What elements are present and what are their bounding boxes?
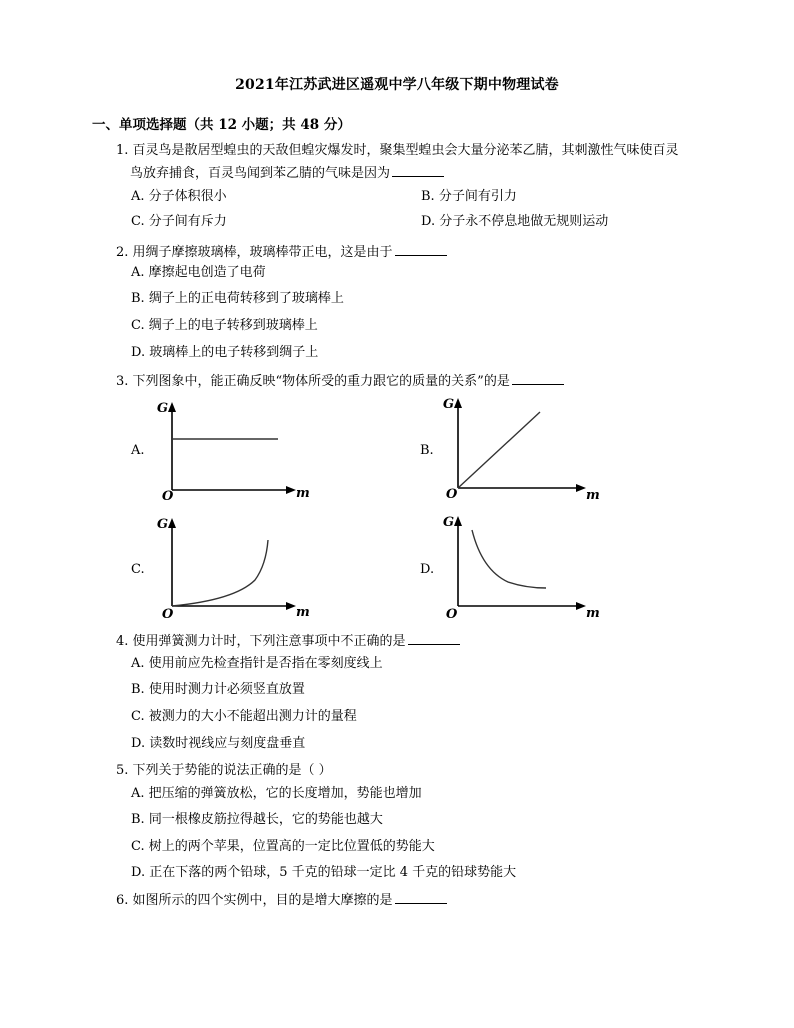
- q3-graph-c: [150, 510, 310, 622]
- q3-option-b-label: B.: [420, 443, 434, 458]
- section-heading: 一、单项选择题（共 12 小题；共 48 分）: [92, 117, 351, 133]
- origin-label: O: [162, 607, 174, 622]
- q1-option-a: A. 分子体积很小: [131, 189, 227, 204]
- origin-label: O: [446, 607, 458, 622]
- q5-option-b: B. 同一根橡皮筋拉得越长，它的势能也越大: [131, 812, 383, 827]
- q2-option-a: A. 摩擦起电创造了电荷: [131, 265, 266, 280]
- axis-label-m: m: [296, 486, 310, 501]
- q2-stem: 2. 用绸子摩擦玻璃棒，玻璃棒带正电，这是由于: [116, 243, 447, 262]
- q4-stem: 4. 使用弹簧测力计时，下列注意事项中不正确的是: [116, 632, 460, 651]
- q2-option-c: C. 绸子上的电子转移到玻璃棒上: [131, 318, 318, 333]
- answer-blank: [395, 243, 447, 256]
- q3-stem: 3. 下列图象中，能正确反映“物体所受的重力跟它的质量的关系”的是: [116, 372, 564, 391]
- q4-option-b: B. 使用时测力计必须竖直放置: [131, 682, 305, 697]
- q1-stem-line1: 1. 百灵鸟是散居型蝗虫的天敌但蝗灾爆发时，聚集型蝗虫会大量分泌苯乙腈，其刺激性气味使百灵: [116, 143, 679, 158]
- answer-blank: [512, 372, 564, 385]
- curve-c: [172, 540, 268, 606]
- axis-label-g: G: [157, 401, 169, 416]
- q3-option-a-label: A.: [131, 443, 145, 458]
- answer-blank: [408, 632, 460, 645]
- q2-option-b: B. 绸子上的正电荷转移到了玻璃棒上: [131, 291, 344, 306]
- curve-d: [472, 530, 546, 588]
- q1-option-d: D. 分子永不停息地做无规则运动: [421, 214, 609, 229]
- q1-option-c: C. 分子间有斥力: [131, 214, 227, 229]
- q3-graph-a: [150, 396, 310, 504]
- q6-stem: 6. 如图所示的四个实例中，目的是增大摩擦的是: [116, 891, 447, 910]
- q2-option-d: D. 玻璃棒上的电子转移到绸子上: [131, 345, 319, 360]
- answer-blank: [395, 891, 447, 904]
- q3-graph-b: [434, 392, 604, 504]
- axis-label-g: G: [443, 397, 455, 412]
- q3-graph-d: [434, 508, 604, 624]
- curve-b: [458, 412, 540, 488]
- q1-option-b: B. 分子间有引力: [421, 189, 517, 204]
- q5-stem: 5. 下列关于势能的说法正确的是（ ）: [116, 763, 332, 778]
- q5-option-d: D. 正在下落的两个铅球，5 千克的铅球一定比 4 千克的铅球势能大: [131, 865, 517, 880]
- q1-stem-line2: 鸟放弃捕食，百灵鸟闻到苯乙腈的气味是因为: [130, 164, 444, 183]
- axis-label-m: m: [586, 488, 600, 503]
- q3-option-d-label: D.: [420, 562, 435, 577]
- origin-label: O: [446, 487, 458, 502]
- q4-option-d: D. 读数时视线应与刻度盘垂直: [131, 736, 306, 751]
- q3-option-c-label: C.: [131, 562, 145, 577]
- q5-option-c: C. 树上的两个苹果，位置高的一定比位置低的势能大: [131, 839, 435, 854]
- q5-option-a: A. 把压缩的弹簧放松，它的长度增加，势能也增加: [131, 786, 422, 801]
- q4-option-c: C. 被测力的大小不能超出测力计的量程: [131, 709, 357, 724]
- axis-label-m: m: [586, 606, 600, 621]
- origin-label: O: [162, 489, 174, 504]
- answer-blank: [392, 164, 444, 177]
- axis-label-m: m: [296, 605, 310, 620]
- axis-label-g: G: [157, 517, 169, 532]
- q4-option-a: A. 使用前应先检查指针是否指在零刻度线上: [131, 656, 383, 671]
- axis-label-g: G: [443, 515, 455, 530]
- page-title: 2021年江苏武进区遥观中学八年级下期中物理试卷: [235, 77, 559, 93]
